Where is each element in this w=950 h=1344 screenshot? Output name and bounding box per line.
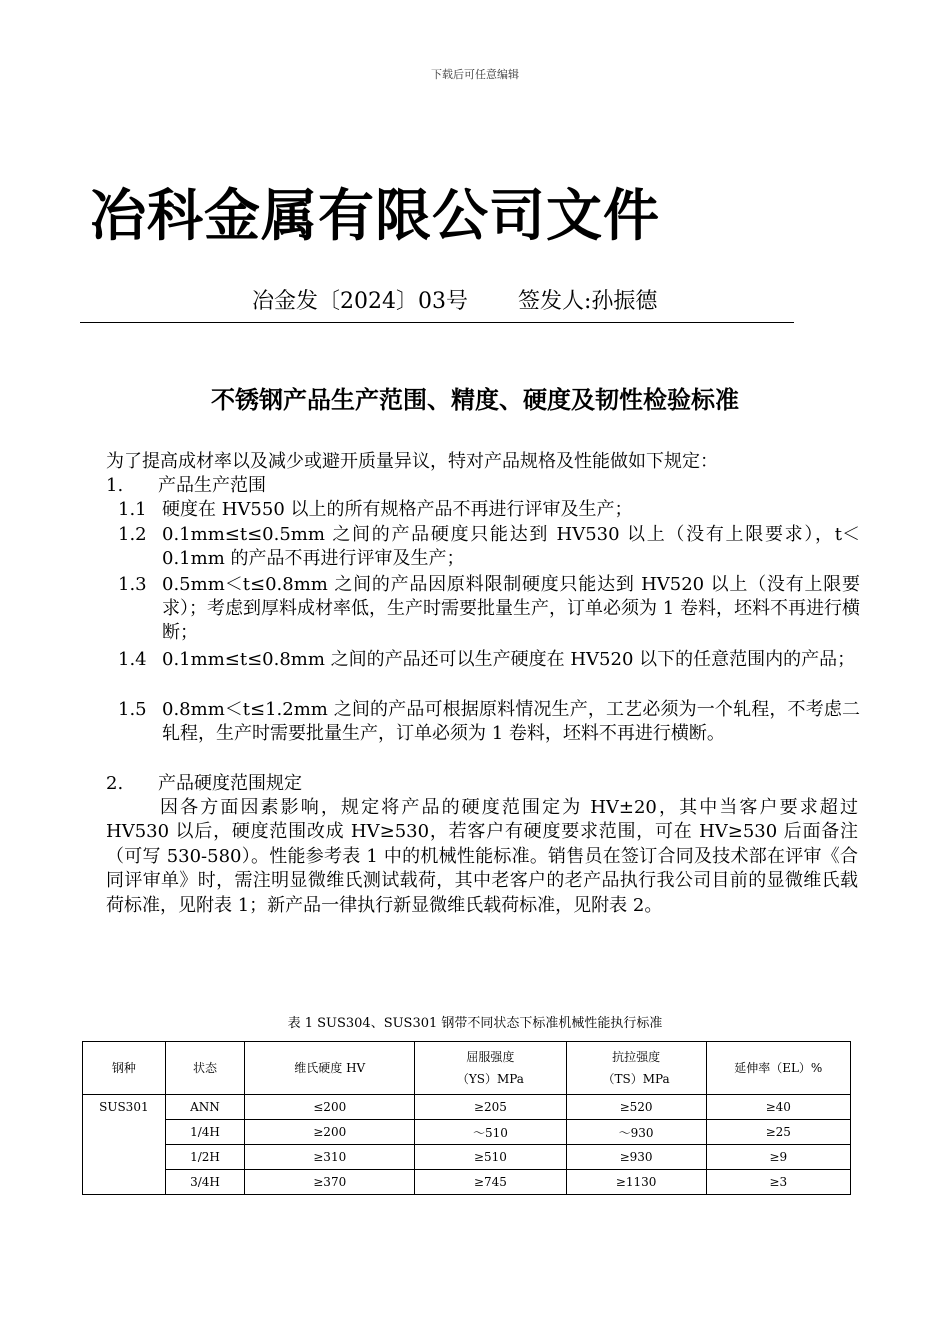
header-hardness: 维氏硬度 HV (245, 1042, 415, 1095)
cell-yield-strength: ≥745 (415, 1170, 566, 1195)
cell-tensile-strength: ≥1130 (566, 1170, 706, 1195)
cell-elongation: ≥25 (706, 1120, 850, 1145)
header-tensile-strength-line2: （TS）MPa (602, 1072, 670, 1086)
cell-hardness: ≥310 (245, 1145, 415, 1170)
list-item (118, 648, 860, 672)
list-item-number: 1.1 (118, 499, 147, 520)
header-yield-strength-line1: 屈服强度 (466, 1050, 515, 1064)
cell-state: 1/4H (165, 1120, 245, 1145)
list-item-text: 0.1mm≤t≤0.5mm 之间的产品硬度只能达到 HV530 以上（没有上限要求），t＜0.1mm 的产品不再进行评审及生产； (162, 524, 860, 569)
cell-grade: SUS301 (83, 1095, 166, 1195)
list-item-number: 1.5 (118, 699, 147, 720)
cell-state: 1/2H (165, 1145, 245, 1170)
table-row (83, 1095, 851, 1120)
header-elongation: 延伸率（EL）% (706, 1042, 850, 1095)
cell-tensile-strength: ≥520 (566, 1095, 706, 1120)
list-item-number: 1.4 (118, 649, 147, 670)
list-item-text: 0.1mm≤t≤0.8mm 之间的产品还可以生产硬度在 HV520 以下的任意范围内的产品； (162, 649, 856, 670)
document-meta (252, 284, 657, 315)
cell-elongation: ≥40 (706, 1095, 850, 1120)
document-number: 冶金发〔2024〕03号 (252, 289, 468, 314)
intro-paragraph: 为了提高成材率以及减少或避开质量异议，特对产品规格及性能做如下规定： (106, 451, 718, 472)
cell-tensile-strength: ≥930 (566, 1145, 706, 1170)
list-item (118, 498, 860, 522)
cell-yield-strength: ～510 (415, 1120, 566, 1145)
cell-hardness: ≤200 (245, 1095, 415, 1120)
header-tensile-strength-line1: 抗拉强度 (612, 1050, 661, 1064)
cell-state: 3/4H (165, 1170, 245, 1195)
cell-tensile-strength: ～930 (566, 1120, 706, 1145)
section-1-number: 1. (106, 475, 124, 496)
mechanical-properties-table (82, 1041, 851, 1195)
header-yield-strength (415, 1042, 566, 1095)
section-1-heading (106, 474, 266, 498)
table-row (83, 1170, 851, 1195)
list-item-text: 硬度在 HV550 以上的所有规格产品不再进行评审及生产； (162, 499, 633, 520)
document-title: 冶科金属有限公司文件 (90, 184, 660, 249)
table-header-row (83, 1042, 851, 1095)
header-yield-strength-line2: （YS）MPa (456, 1072, 524, 1086)
section-2-paragraph: 因各方面因素影响，规定将产品的硬度范围定为 HV±20，其中当客户要求超过 HV530 以后，硬度范围改成 HV≥530，若客户有硬度要求范围，可在 HV≥530 后面备注（可写 530-580）。性能参考表 1 中的机械性能标准。销售员在签订合同及技术部在评审《合同评审单》时，需注明显微维氏测试载荷，其中老客户的老产品执行我公司目前的显微维氏载荷标准，见附表 1；新产品一律执行新显微维氏载荷标准，见附表 2。 (106, 797, 858, 916)
list-item-number: 1.3 (118, 574, 147, 595)
list-item (118, 523, 860, 571)
cell-elongation: ≥9 (706, 1145, 850, 1170)
cell-yield-strength: ≥205 (415, 1095, 566, 1120)
cell-hardness: ≥370 (245, 1170, 415, 1195)
header-divider (80, 322, 794, 323)
list-item (118, 698, 860, 746)
header-grade: 钢种 (83, 1042, 166, 1095)
document-heading: 不锈钢产品生产范围、精度、硬度及韧性检验标准 (211, 386, 739, 414)
section-2-heading (106, 772, 302, 796)
cell-hardness: ≥200 (245, 1120, 415, 1145)
cell-elongation: ≥3 (706, 1170, 850, 1195)
cell-yield-strength: ≥510 (415, 1145, 566, 1170)
section-1-title: 产品生产范围 (158, 475, 266, 496)
table-caption: 表 1 SUS304、SUS301 钢带不同状态下标准机械性能执行标准 (287, 1016, 663, 1031)
list-item-number: 1.2 (118, 524, 147, 545)
section-2-number: 2. (106, 773, 124, 794)
signer: 签发人:孙振德 (517, 289, 658, 314)
table-row (83, 1145, 851, 1170)
header-tensile-strength (566, 1042, 706, 1095)
table-row (83, 1120, 851, 1145)
section-2-title: 产品硬度范围规定 (158, 773, 302, 794)
top-note: 下载后可任意编辑 (431, 68, 519, 81)
list-item-text: 0.5mm＜t≤0.8mm 之间的产品因原料限制硬度只能达到 HV520 以上（没有上限要求）；考虑到厚料成材率低，生产时需要批量生产，订单必须为 1 卷料，坯料不再进行横断； (162, 574, 860, 643)
cell-state: ANN (165, 1095, 245, 1120)
header-state: 状态 (165, 1042, 245, 1095)
list-item (118, 573, 860, 645)
list-item-text: 0.8mm＜t≤1.2mm 之间的产品可根据原料情况生产，工艺必须为一个轧程，不考虑二轧程，生产时需要批量生产，订单必须为 1 卷料，坯料不再进行横断。 (162, 699, 860, 744)
